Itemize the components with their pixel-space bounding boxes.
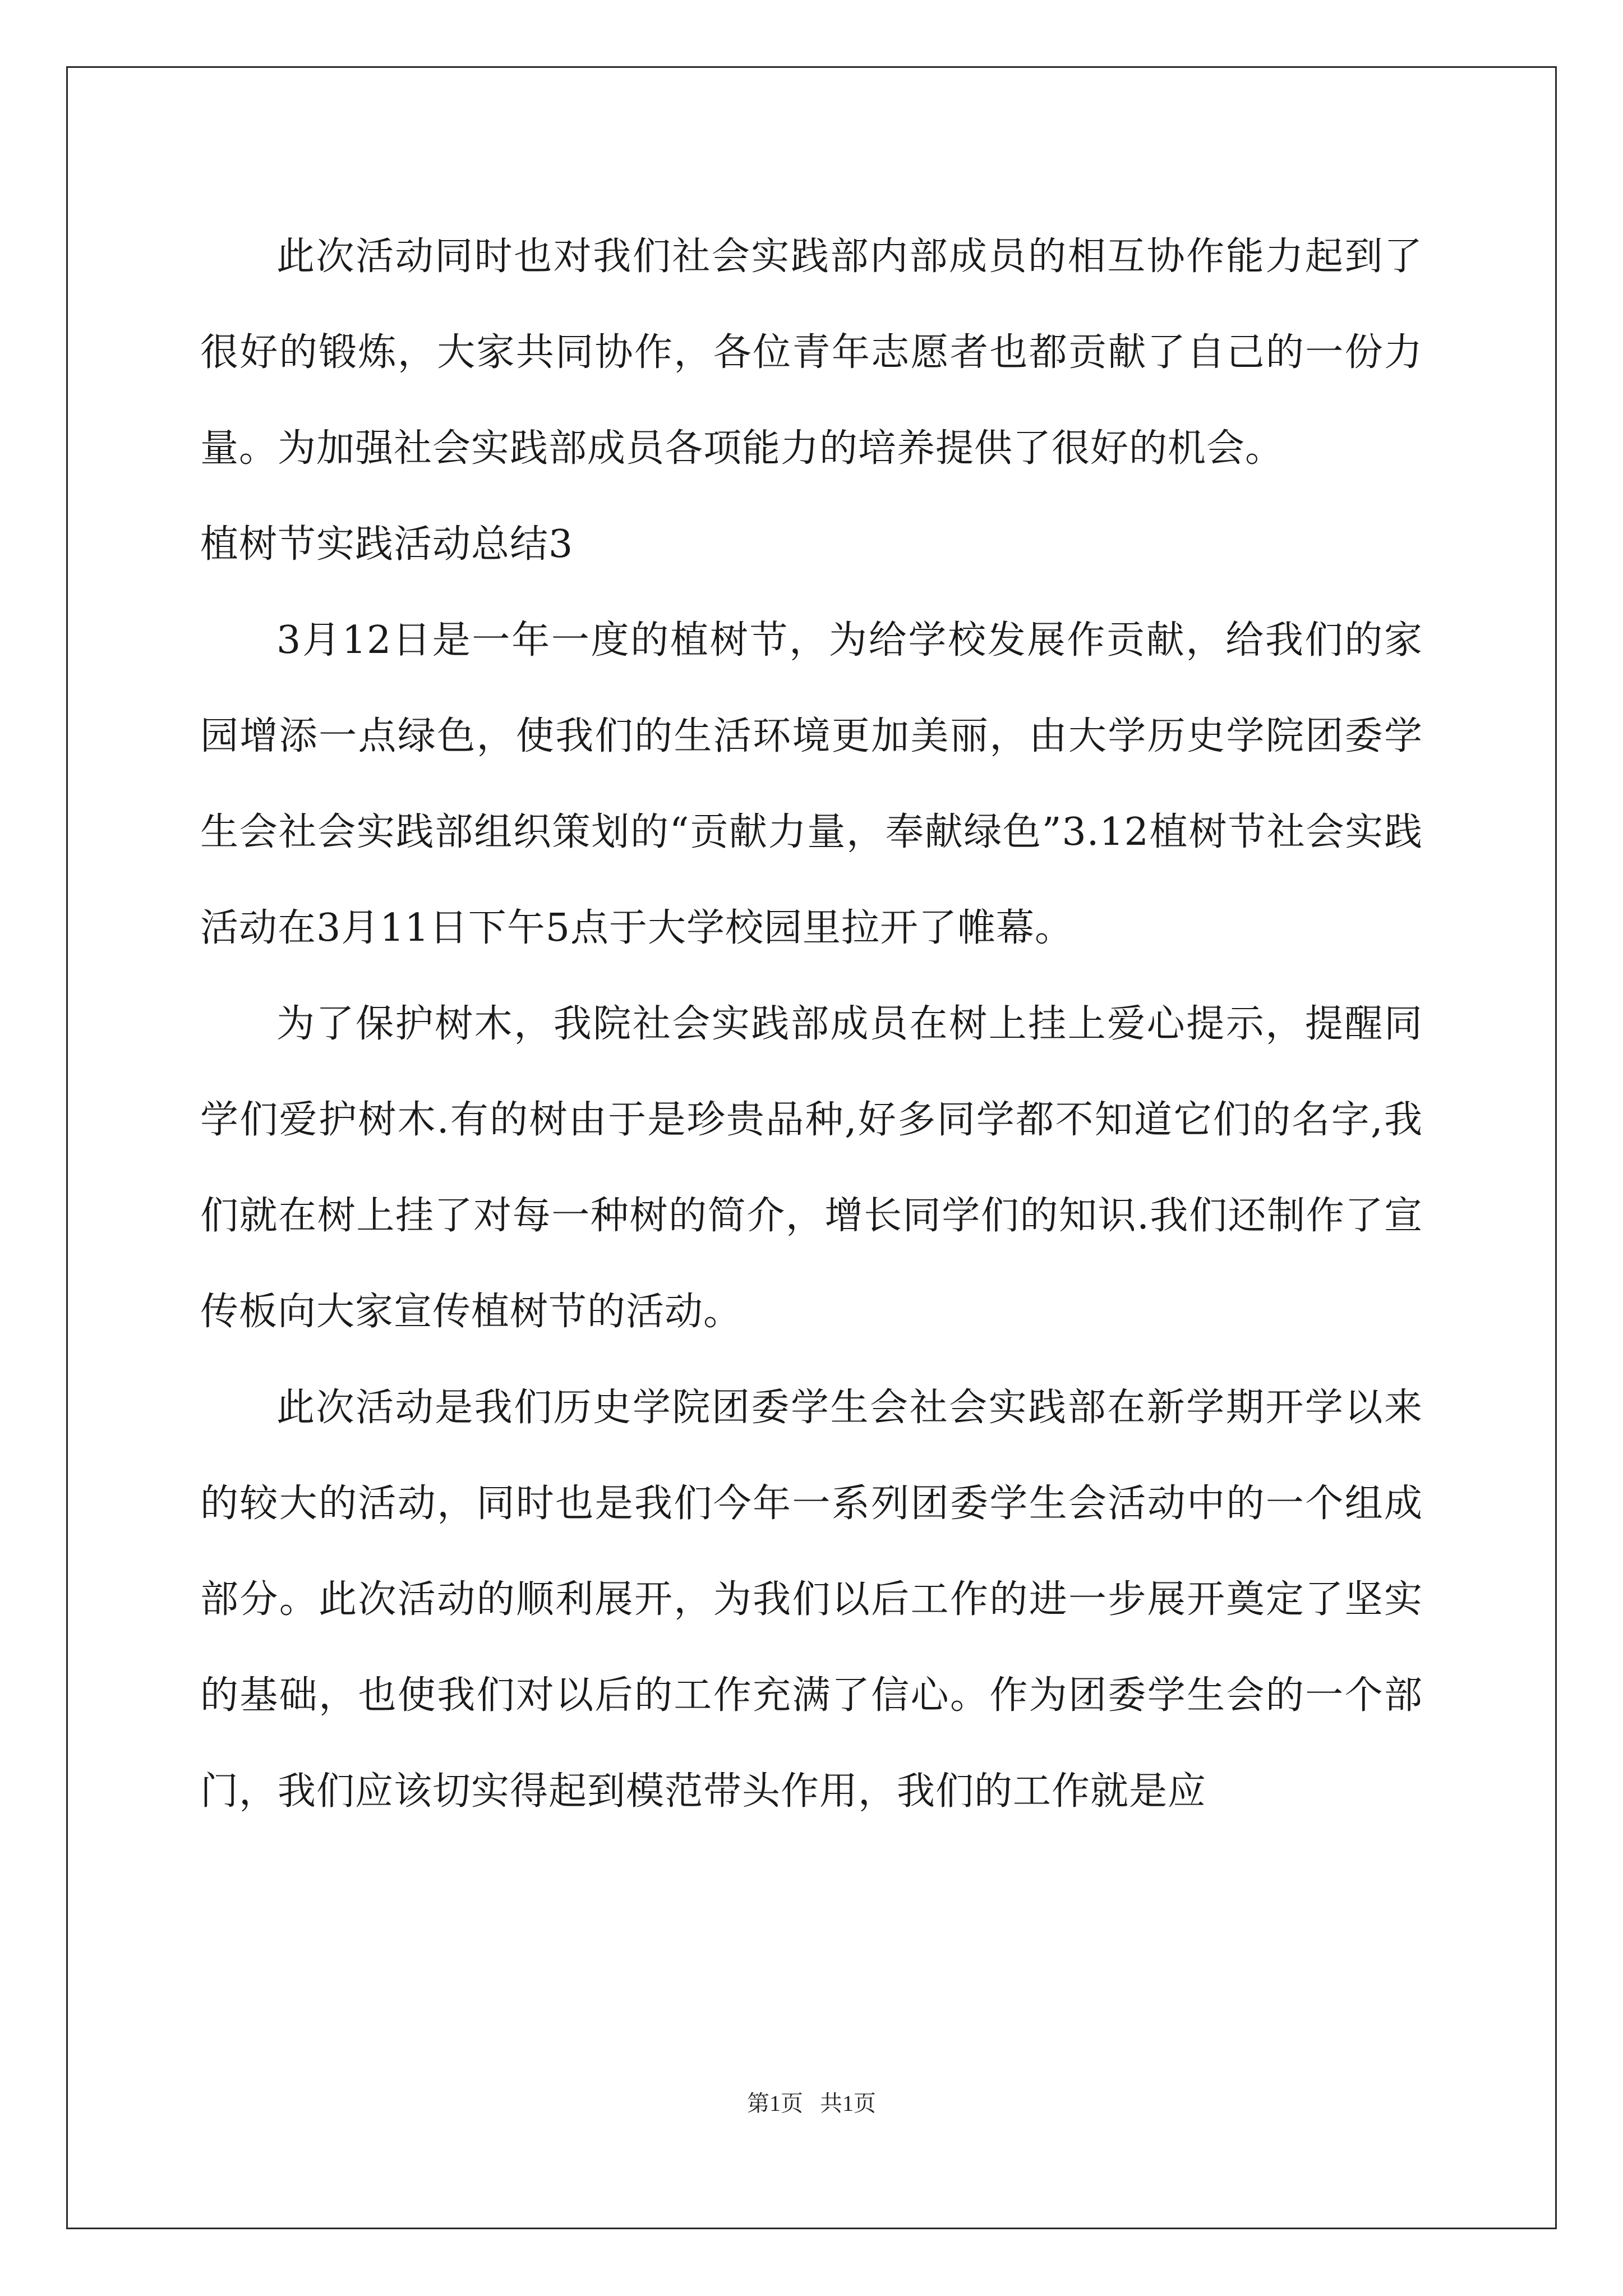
page-footer — [0, 2086, 1623, 2118]
paragraph-collaboration: 此次活动同时也对我们社会实践部内部成员的相互协作能力起到了很好的锻炼，大家共同协作，各位青年志愿者也都贡献了自己的一份力量。为加强社会实践部成员各项能力的培养提供了很好的机会。 — [200, 234, 1423, 471]
footer-gap — [803, 2091, 820, 2116]
paragraph-arbor-day-intro: 3月12日是一年一度的植树节，为给学校发展作贡献，给我们的家园增添一点绿色，使我们的生活环境更加美丽，由大学历史学院团委学生会社会实践部组织策划的“贡献力量，奉献绿色”3.12植树节社会实践活动在3月11日下午5点于大学校园里拉开了帷幕。 — [200, 618, 1423, 950]
paragraph-activity-summary: 此次活动是我们历史学院团委学生会社会实践部在新学期开学以来的较大的活动，同时也是我们今年一系列团委学生会活动中的一个组成部分。此次活动的顺利展开，为我们以后工作的进一步展开奠定了坚实的基础，也使我们对以后的工作充满了信心。作为团委学生会的一个部门，我们应该切实得起到模范带头作用，我们的工作就是应 — [200, 1386, 1423, 1814]
page-total: 共1页 — [820, 2091, 876, 2116]
section-heading: 植树节实践活动总结3 — [200, 522, 574, 567]
paragraph-tree-protection: 为了保护树木，我院社会实践部成员在树上挂上爱心提示，提醒同学们爱护树木.有的树由于是珍贵品种,好多同学都不知道它们的名字,我们就在树上挂了对每一种树的简介，增长同学们的知识.我们还制作了宣传板向大家宣传植树节的活动。 — [200, 1002, 1423, 1334]
page-number: 第1页 — [747, 2091, 803, 2116]
document-body — [200, 209, 1423, 1839]
